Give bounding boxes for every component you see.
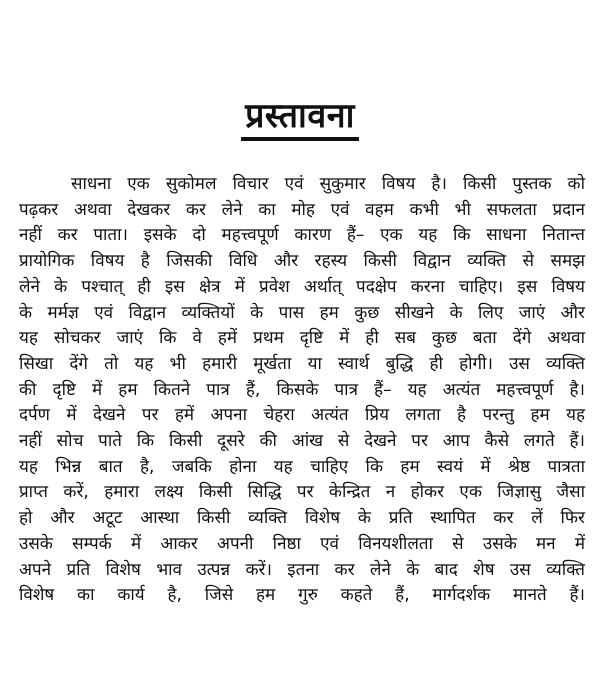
- paragraph-line: प्रायोगिक विषय है जिसकी विधि और रहस्य किसी विद्वान व्यक्ति से समझ: [19, 251, 585, 272]
- title-container: [0, 96, 600, 141]
- paragraph-line: के मर्मज्ञ एवं विद्वान व्यक्तियों के पास हम कुछ सीखने के लिए जाएं और: [19, 302, 585, 323]
- paragraph-line: नहीं सोच पाते कि किसी दूसरे की आंख से देखने पर आप कैसे लगते हैं।: [19, 431, 585, 452]
- paragraph-line: की दृष्टि में हम कितने पात्र हैं, किसके पात्र हैं– यह अत्यंत महत्त्वपूर्ण है।: [19, 379, 585, 400]
- paragraph-line: अपने प्रति विशेष भाव उत्पन्न करें। इतना कर लेने के बाद शेष उस व्यक्ति: [19, 559, 585, 580]
- paragraph-line: प्राप्त करें, हमारा लक्ष्य किसी सिद्धि पर केन्द्रित न होकर एक जिज्ञासु जैसा: [19, 482, 585, 503]
- paragraph-line: दर्पण में देखने पर हमें अपना चेहरा अत्यंत प्रिय लगता है परन्तु हम यह: [19, 405, 585, 426]
- paragraph-line: यह सोचकर जाएं कि वे हमें प्रथम दृष्टि में ही सब कुछ बता देंगे अथवा: [19, 328, 585, 349]
- paragraph-line: विशेष का कार्य है, जिसे हम गुरु कहते हैं, मार्गदर्शक मानते हैं।: [19, 585, 585, 606]
- paragraph-line: लेने के पश्चात् ही इस क्षेत्र में प्रवेश अर्थात् पदक्षेप करना चाहिए। इस विषय: [19, 276, 585, 297]
- paragraph-line: सिखा देंगे तो यह भी हमारी मूर्खता या स्वार्थ बुद्धि ही होगी। उस व्यक्ति: [19, 353, 585, 374]
- paragraph-line: नहीं कर पाता। इसके दो महत्त्वपूर्ण कारण हैं– एक यह कि साधना नितान्त: [19, 225, 585, 246]
- paragraph-line: उसके सम्पर्क में आकर अपनी निष्ठा एवं विनयशीलता से उसके मन में: [19, 533, 585, 554]
- paragraph-line: साधना एक सुकोमल विचार एवं सुकुमार विषय है। किसी पुस्तक को: [71, 174, 585, 194]
- page-title: प्रस्तावना: [241, 96, 359, 141]
- paragraph-line: हो और अटूट आस्था किसी व्यक्ति विशेष के प्रति स्थापित कर लें फिर: [19, 508, 585, 529]
- paragraph-line: यह भिन्न बात है, जबकि होना यह चाहिए कि हम स्वयं में श्रेष्ठ पात्रता: [19, 456, 585, 477]
- body-paragraph: [19, 172, 585, 609]
- paragraph-line: पढ़कर अथवा देखकर कर लेने का मोह एवं वहम कभी भी सफलता प्रदान: [19, 199, 585, 220]
